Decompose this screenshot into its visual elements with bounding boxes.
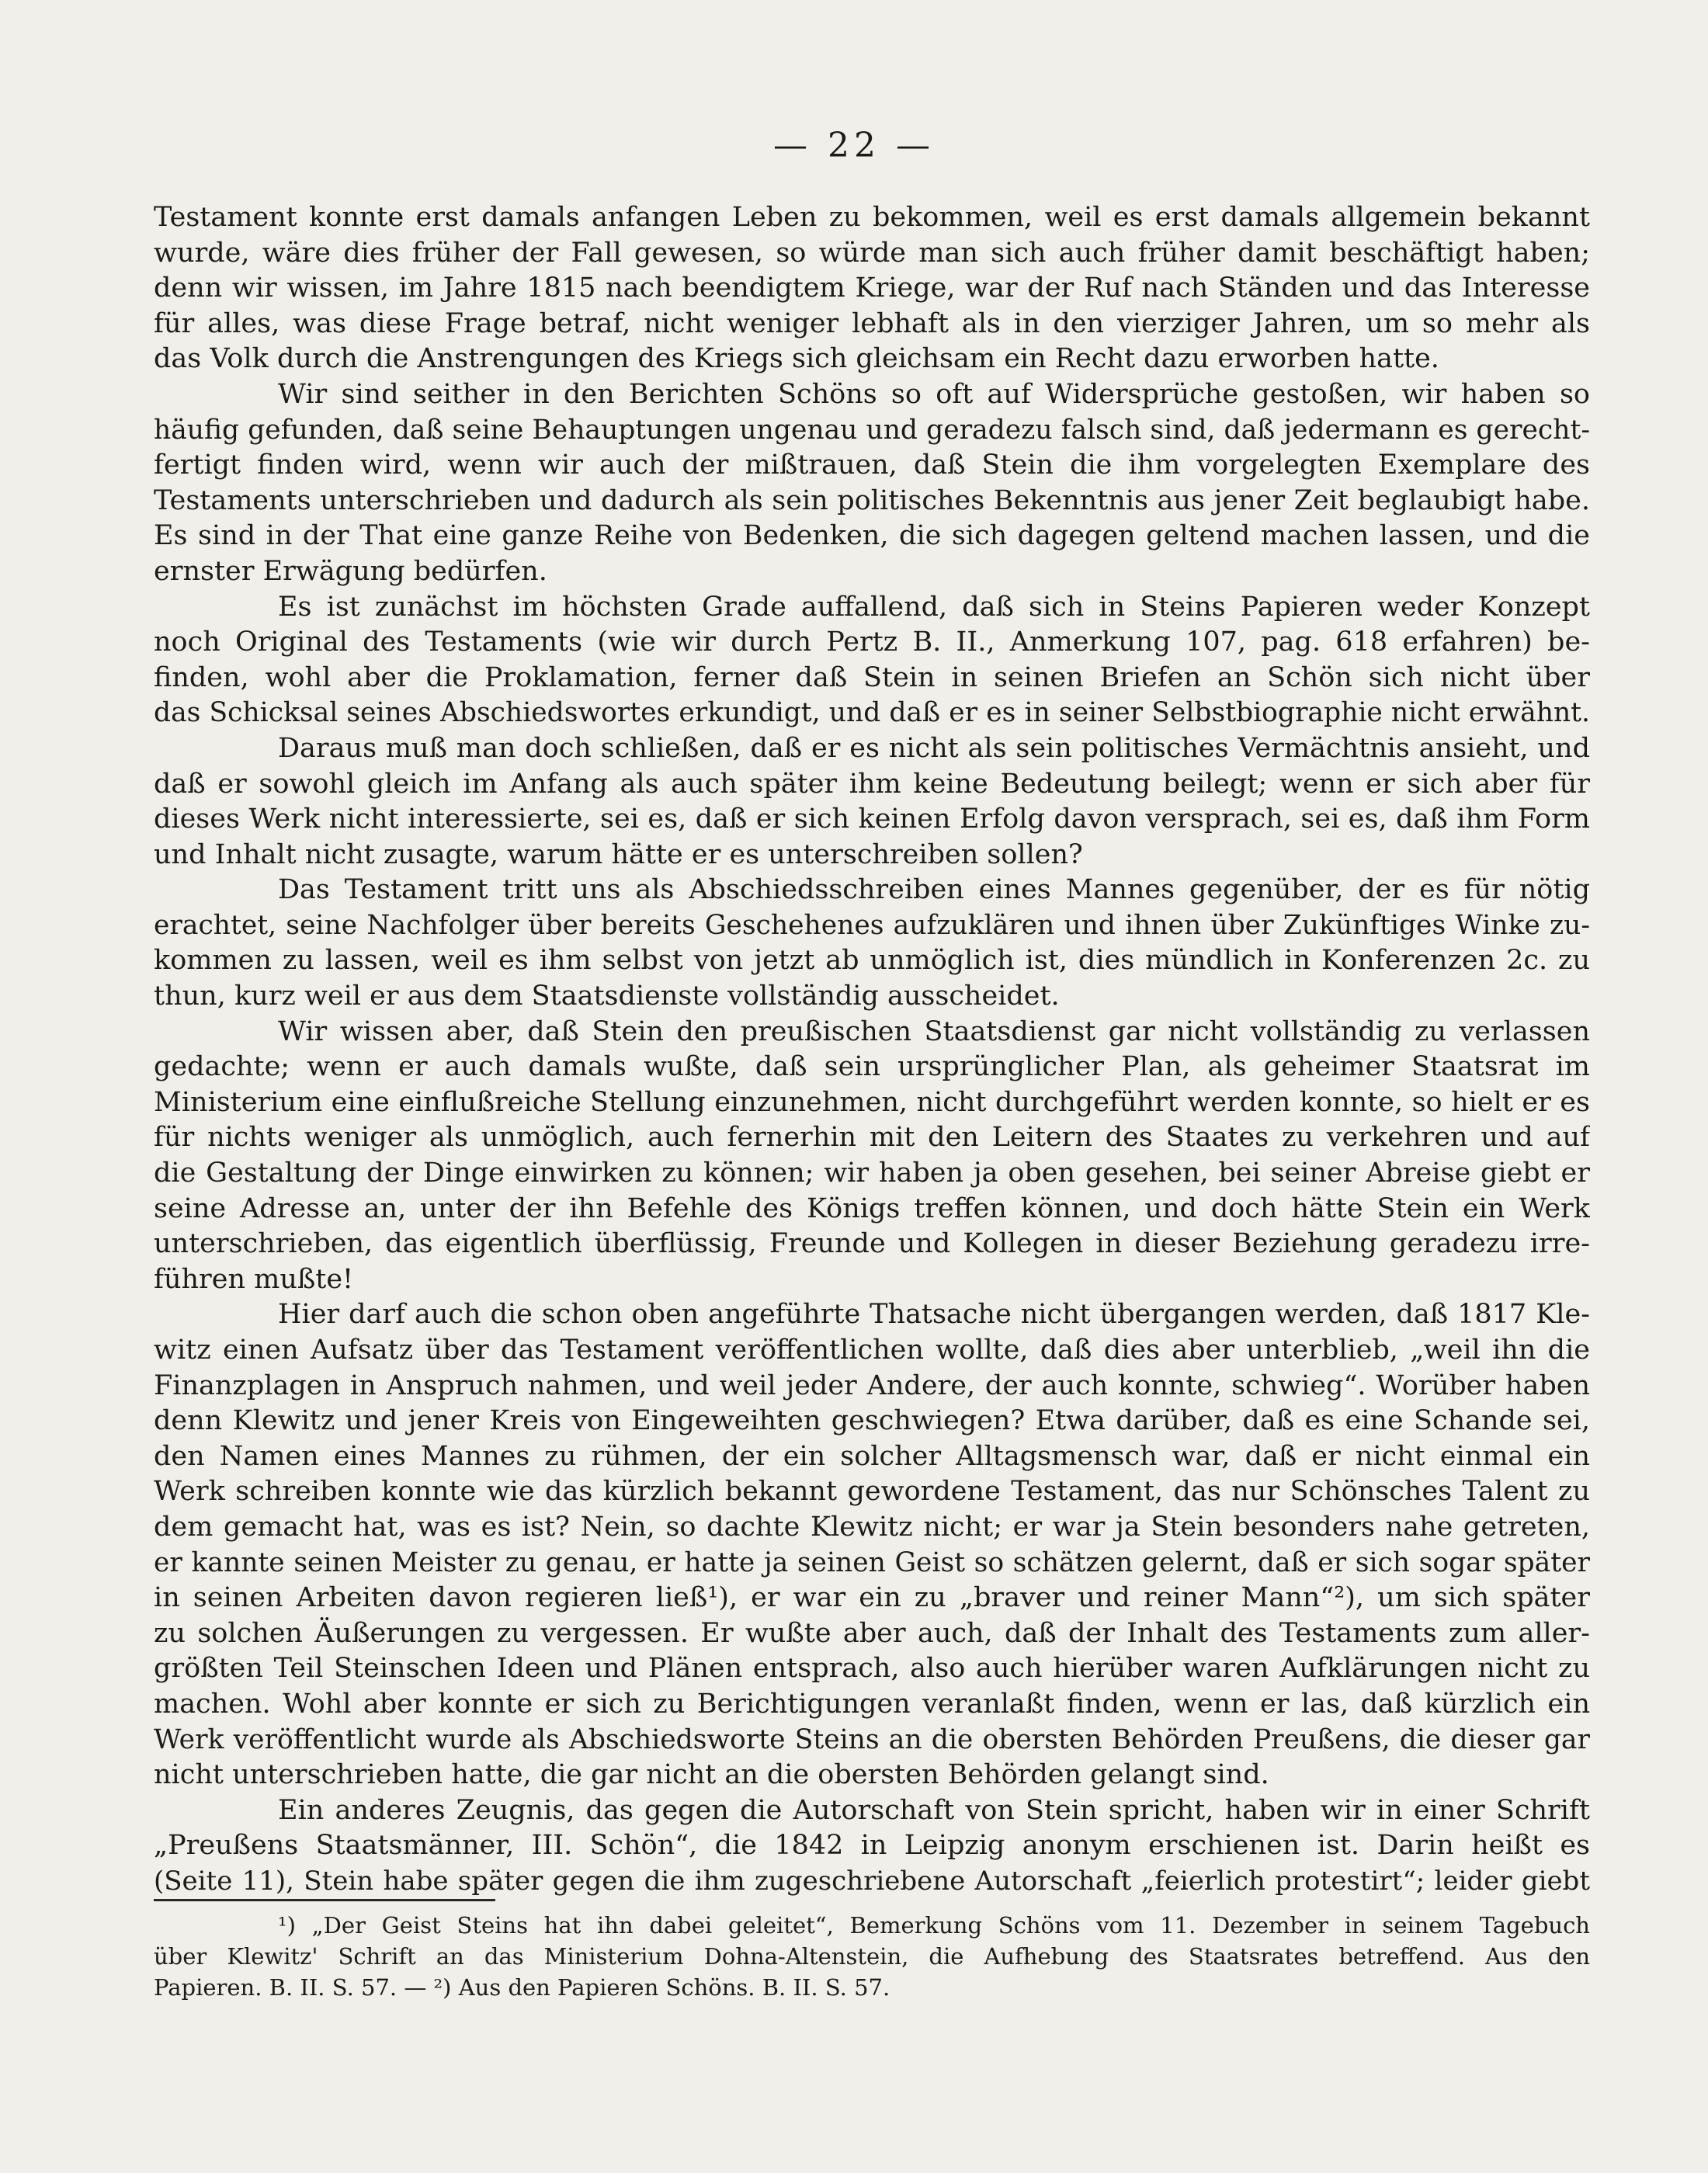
text-line: daß er sowohl gleich im Anfang als auch später ihm keine Bedeutung beilegt; wenn er sich aber für	[154, 768, 1590, 800]
text-line: noch Original des Testaments (wie wir durch Pertz B. II., Anmerkung 107, pag. 618 erfahren) be-	[154, 627, 1590, 658]
text-line: ernster Erwägung bedürfen.	[154, 555, 547, 587]
text-line: zu solchen Äußerungen zu vergessen. Er wußte aber auch, daß der Inhalt des Testaments zum aller-	[154, 1617, 1590, 1649]
text-line: das Schicksal seines Abschiedswortes erkundigt, und daß er es in seiner Selbstbiographie nicht erwähnt.	[154, 697, 1590, 729]
text-line: dem gemacht hat, was es ist? Nein, so dachte Klewitz nicht; er war ja Stein besonders nahe getreten,	[154, 1511, 1590, 1543]
text-line: dieses Werk nicht interessierte, sei es, daß er sich keinen Erfolg davon versprach, sei es, daß ihm Form	[154, 804, 1590, 835]
text-line: Testaments unterschrieben und dadurch als sein politisches Bekenntnis aus jener Zeit beglaubigt habe.	[154, 484, 1590, 516]
footnote-line: Papieren. B. II. S. 57. — ²) Aus den Papieren Schöns. B. II. S. 57.	[154, 1974, 890, 2001]
text-line: Hier darf auch die schon oben angeführte Thatsache nicht übergangen werden, daß 1817 Kle-	[278, 1299, 1590, 1331]
text-line: für alles, was diese Frage betraf, nicht weniger lebhaft als in den vierziger Jahren, um so mehr als	[154, 307, 1590, 339]
text-line: kommen zu lassen, weil es ihm selbst von jetzt ab unmöglich ist, dies mündlich in Konferenzen 2c. zu	[154, 945, 1590, 977]
text-line: häufig gefunden, daß seine Behauptungen ungenau und geradezu falsch sind, daß jedermann es gerecht-	[154, 414, 1590, 446]
text-line: gedachte; wenn er auch damals wußte, daß sein ursprünglicher Plan, als geheimer Staatsrat im	[154, 1051, 1590, 1083]
main-text	[154, 200, 1590, 1900]
text-line: Daraus muß man doch schließen, daß er es nicht als sein politisches Vermächtnis ansieht, und	[278, 732, 1590, 764]
text-line: die Gestaltung der Dinge einwirken zu können; wir haben ja oben gesehen, bei seiner Abreise giebt er	[154, 1158, 1590, 1189]
text-line: das Volk durch die Anstrengungen des Kriegs sich gleichsam ein Recht dazu erworben hatte.	[154, 343, 1439, 375]
text-line: Das Testament tritt uns als Abschiedsschreiben eines Mannes gegenüber, der es für nötig	[278, 874, 1590, 906]
text-line: Wir wissen aber, daß Stein den preußischen Staatsdienst gar nicht vollständig zu verlassen	[278, 1015, 1590, 1047]
footnotes	[154, 1910, 1590, 2003]
footnote-line: ¹) „Der Geist Steins hat ihn dabei geleitet“, Bemerkung Schöns vom 11. Dezember in seinem Tagebuch	[278, 1912, 1590, 1939]
text-line: Es sind in der That eine ganze Reihe von Bedenken, die sich dagegen geltend machen lassen, und die	[154, 520, 1590, 552]
text-line: Werk veröffentlicht wurde als Abschiedsworte Steins an die obersten Behörden Preußens, die dieser gar	[154, 1723, 1590, 1755]
text-line: thun, kurz weil er aus dem Staatsdienste vollständig ausscheidet.	[154, 981, 1060, 1012]
text-line: Werk schreiben konnte wie das kürzlich bekannt gewordene Testament, das nur Schönsches Talent zu	[154, 1476, 1590, 1508]
text-line: finden, wohl aber die Proklamation, ferner daß Stein in seinen Briefen an Schön sich nicht über	[154, 661, 1590, 693]
text-line: Wir sind seither in den Berichten Schöns so oft auf Widersprüche gestoßen, wir haben so	[278, 378, 1590, 410]
text-line: Es ist zunächst im höchsten Grade auffallend, daß sich in Steins Papieren weder Konzept	[278, 591, 1590, 623]
text-line: den Namen eines Mannes zu rühmen, der ein solcher Alltagsmensch war, daß er nicht einmal ein	[154, 1440, 1590, 1472]
text-line: Ministerium eine einflußreiche Stellung einzunehmen, nicht durchgeführt werden konnte, so hielt er es	[154, 1086, 1590, 1118]
text-line: unterschrieben, das eigentlich überflüssig, Freunde und Kollegen in dieser Beziehung geradezu irre-	[154, 1228, 1590, 1260]
text-line: in seinen Arbeiten davon regieren ließ¹), er war ein zu „braver und reiner Mann“²), um sich später	[154, 1582, 1590, 1614]
text-line: wurde, wäre dies früher der Fall gewesen, so würde man sich auch früher damit beschäftigt haben;	[154, 237, 1590, 269]
text-line: „Preußens Staatsmänner, III. Schön“, die 1842 in Leipzig anonym erschienen ist. Darin heißt es	[154, 1830, 1590, 1862]
text-line: Testament konnte erst damals anfangen Leben zu bekommen, weil es erst damals allgemein bekannt	[154, 202, 1590, 233]
text-line: witz einen Aufsatz über das Testament veröffentlichen wollte, daß dies aber unterblieb, „weil ihn die	[154, 1335, 1590, 1366]
text-line: führen mußte!	[154, 1263, 354, 1295]
text-line: Finanzplagen in Anspruch nahmen, und weil jeder Andere, der auch konnte, schwieg“. Worüber haben	[154, 1369, 1590, 1401]
text-line: denn Klewitz und jener Kreis von Eingeweihten geschwiegen? Etwa darüber, daß es eine Schande sei,	[154, 1405, 1590, 1437]
text-line: erachtet, seine Nachfolger über bereits Geschehenes aufzuklären und ihnen über Zukünftiges Winke zu-	[154, 909, 1590, 941]
text-line: Ein anderes Zeugnis, das gegen die Autorschaft von Stein spricht, haben wir in einer Schrift	[278, 1794, 1590, 1826]
text-line: machen. Wohl aber konnte er sich zu Berichtigungen veranlaßt finden, wenn er las, daß kürzlich ein	[154, 1688, 1590, 1720]
text-line: seine Adresse an, unter der ihn Befehle des Königs treffen können, und doch hätte Stein ein Werk	[154, 1192, 1590, 1224]
text-line: größten Teil Steinschen Ideen und Plänen entsprach, also auch hierüber waren Aufklärungen nicht zu	[154, 1653, 1590, 1685]
footnote-line: über Klewitz' Schrift an das Ministerium Dohna-Altenstein, die Aufhebung des Staatsrates betreffend. Aus den	[154, 1943, 1590, 1970]
text-line: (Seite 11), Stein habe später gegen die ihm zugeschriebene Autorschaft „feierlich protestirt“; leider giebt	[154, 1865, 1590, 1897]
text-line: und Inhalt nicht zusagte, warum hätte er es unterschreiben sollen?	[154, 838, 1083, 870]
text-line: denn wir wissen, im Jahre 1815 nach beendigtem Kriege, war der Ruf nach Ständen und das Interesse	[154, 272, 1590, 304]
text-line: für nichts weniger als unmöglich, auch fernerhin mit den Leitern des Staates zu verkehren und auf	[154, 1122, 1590, 1154]
text-line: fertigt finden wird, wenn wir auch der mißtrauen, daß Stein die ihm vorgelegten Exemplare des	[154, 450, 1590, 481]
text-line: er kannte seinen Meister zu genau, er hatte ja seinen Geist so schätzen gelernt, daß er sich sogar später	[154, 1546, 1590, 1578]
text-line: nicht unterschrieben hatte, die gar nicht an die obersten Behörden gelangt sind.	[154, 1759, 1269, 1791]
footnote-divider	[154, 1899, 495, 1901]
page-number: — 22 —	[773, 126, 935, 165]
